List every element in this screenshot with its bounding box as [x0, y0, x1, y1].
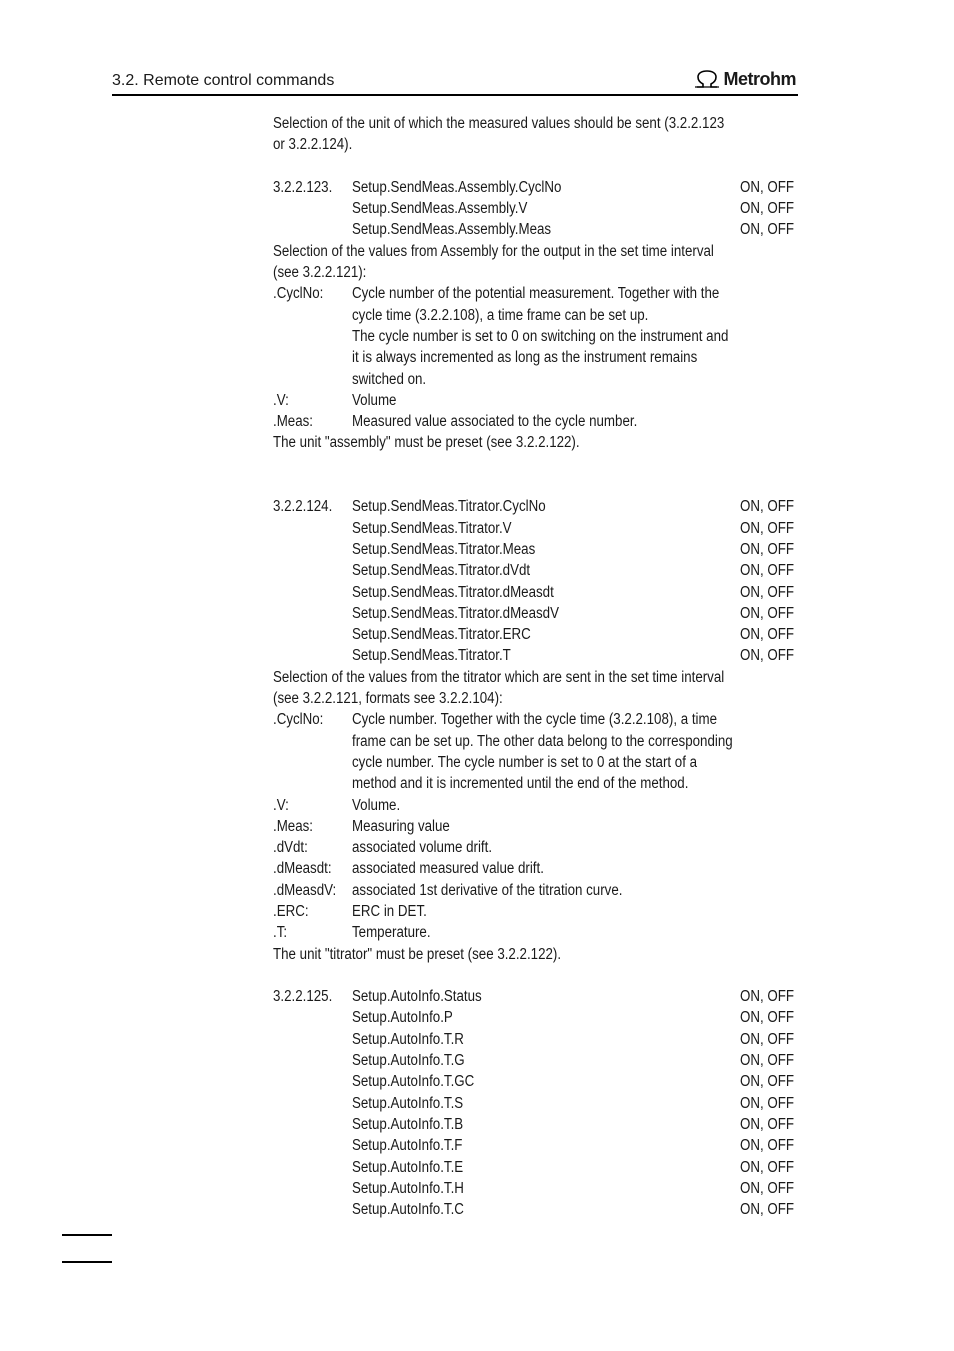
command-name: Setup.SendMeas.Titrator.T [352, 647, 511, 665]
section-number [273, 1029, 352, 1050]
definition-text [352, 795, 798, 816]
command-row [273, 1007, 798, 1028]
footer-rule-top [62, 1234, 112, 1236]
section-number [273, 1199, 352, 1220]
definition-line: ERC in DET. [352, 902, 427, 920]
section-number: 3.2.2.124. [273, 498, 333, 516]
command-values: ON, OFF [740, 1115, 795, 1133]
definition-line: cycle number. The cycle number is set to 0 at the start of a [352, 753, 698, 771]
definition-item [273, 901, 798, 922]
command-name: Setup.SendMeas.Assembly.Meas [352, 221, 552, 239]
section-number [273, 560, 352, 581]
command-name: Setup.AutoInfo.T.B [352, 1115, 464, 1133]
page-body [273, 113, 798, 1220]
definition-term: .T: [273, 924, 288, 942]
command-row [273, 198, 798, 219]
definition-text [352, 880, 798, 901]
command-values: ON, OFF [740, 1179, 795, 1197]
definition-line: associated 1st derivative of the titration curve. [352, 881, 623, 899]
command-row [273, 986, 798, 1007]
command-name: Setup.AutoInfo.T.H [352, 1179, 464, 1197]
command-name: Setup.AutoInfo.T.GC [352, 1073, 475, 1091]
intro-line-2: or 3.2.2.124). [273, 136, 353, 154]
definition-line: Cycle number. Together with the cycle time (3.2.2.108), a time [352, 711, 718, 729]
section-number: 3.2.2.123. [273, 178, 333, 196]
command-values: ON, OFF [740, 1073, 795, 1091]
definition-line: cycle time (3.2.2.108), a time frame can be set up. [352, 306, 649, 324]
definition-item [273, 411, 798, 432]
command-row [273, 1199, 798, 1220]
description-line: Selection of the values from the titrator which are sent in the set time interval [273, 668, 725, 686]
section-note: The unit "titrator" must be preset (see 3.2.2.122). [273, 945, 562, 963]
command-row [273, 603, 798, 624]
definition-text [352, 283, 798, 389]
intro-paragraph [273, 113, 798, 156]
command-name: Setup.SendMeas.Assembly.V [352, 200, 528, 218]
definition-line: associated measured value drift. [352, 860, 544, 878]
command-values: ON, OFF [740, 626, 795, 644]
footer-rule-bottom [62, 1261, 112, 1263]
definition-text [352, 901, 798, 922]
command-name: Setup.AutoInfo.T.F [352, 1137, 463, 1155]
command-row [273, 496, 798, 517]
definition-term: .V: [273, 391, 289, 409]
section-number [273, 1135, 352, 1156]
command-name: Setup.AutoInfo.T.S [352, 1094, 464, 1112]
command-row [273, 1157, 798, 1178]
logo-text: Metrohm [723, 68, 796, 89]
definition-term: .CyclNo: [273, 711, 324, 729]
command-row [273, 1050, 798, 1071]
definition-text [352, 390, 798, 411]
section-number [273, 1114, 352, 1135]
command-values: ON, OFF [740, 583, 795, 601]
command-values: ON, OFF [740, 1094, 795, 1112]
command-row [273, 624, 798, 645]
definition-term: .CyclNo: [273, 285, 324, 303]
metrohm-omega-icon [694, 69, 720, 89]
definition-term: .Meas: [273, 413, 314, 431]
definition-text [352, 816, 798, 837]
command-row [273, 177, 798, 198]
section-number [273, 1007, 352, 1028]
section-number [273, 1071, 352, 1092]
definition-item [273, 922, 798, 943]
definition-line: method and it is incremented until the end of the method. [352, 775, 689, 793]
command-row [273, 1093, 798, 1114]
definition-line: Measured value associated to the cycle number. [352, 413, 638, 431]
section-number [273, 582, 352, 603]
command-name: Setup.AutoInfo.T.C [352, 1201, 464, 1219]
metrohm-logo [694, 68, 797, 90]
command-values: ON, OFF [740, 221, 795, 239]
command-row [273, 1178, 798, 1199]
section-number [273, 198, 352, 219]
definition-item [273, 283, 798, 389]
command-name: Setup.SendMeas.Titrator.dMeasdt [352, 583, 554, 601]
command-name: Setup.SendMeas.Titrator.dVdt [352, 562, 531, 580]
command-values: ON, OFF [740, 178, 795, 196]
definition-text [352, 858, 798, 879]
definition-term: .dVdt: [273, 839, 308, 857]
command-name: Setup.AutoInfo.T.G [352, 1052, 465, 1070]
section-title: 3.2. Remote control commands [112, 72, 335, 89]
command-values: ON, OFF [740, 519, 795, 537]
definition-item [273, 390, 798, 411]
definition-item [273, 709, 798, 794]
definition-text [352, 837, 798, 858]
command-values: ON, OFF [740, 1137, 795, 1155]
definition-item [273, 858, 798, 879]
definition-line: Volume. [352, 796, 401, 814]
section-number [273, 518, 352, 539]
command-row [273, 1114, 798, 1135]
intro-line-1: Selection of the unit of which the measured values should be sent (3.2.2.123 [273, 115, 725, 132]
section-number [273, 219, 352, 240]
definition-term: .ERC: [273, 902, 309, 920]
command-name: Setup.AutoInfo.T.E [352, 1158, 464, 1176]
section-number [273, 1093, 352, 1114]
definition-line: The cycle number is set to 0 on switching on the instrument and [352, 327, 729, 345]
command-name: Setup.SendMeas.Titrator.ERC [352, 626, 531, 644]
definition-item [273, 880, 798, 901]
definition-line: switched on. [352, 370, 427, 388]
section-note: The unit "assembly" must be preset (see 3.2.2.122). [273, 434, 580, 452]
section-number [273, 539, 352, 560]
definition-line: frame can be set up. The other data belong to the corresponding [352, 732, 733, 750]
command-values: ON, OFF [740, 1030, 795, 1048]
command-name: Setup.AutoInfo.P [352, 1009, 453, 1027]
definition-term: .dMeasdV: [273, 881, 337, 899]
description-line: (see 3.2.2.121): [273, 264, 367, 282]
command-name: Setup.AutoInfo.T.R [352, 1030, 464, 1048]
command-values: ON, OFF [740, 540, 795, 558]
definition-line: Volume [352, 391, 397, 409]
command-values: ON, OFF [740, 988, 795, 1006]
section-number [273, 1050, 352, 1071]
command-name: Setup.SendMeas.Titrator.dMeasdV [352, 604, 559, 622]
definition-term: .Meas: [273, 817, 314, 835]
command-values: ON, OFF [740, 604, 795, 622]
command-name: Setup.SendMeas.Titrator.CyclNo [352, 498, 546, 516]
definition-item [273, 795, 798, 816]
command-values: ON, OFF [740, 1052, 795, 1070]
command-row [273, 1071, 798, 1092]
command-name: Setup.SendMeas.Titrator.Meas [352, 540, 536, 558]
section-3-2-2-125 [273, 986, 798, 1220]
section-number: 3.2.2.125. [273, 988, 333, 1006]
description-line: (see 3.2.2.121, formats see 3.2.2.104): [273, 690, 503, 708]
command-name: Setup.AutoInfo.Status [352, 988, 482, 1006]
definition-line: associated volume drift. [352, 839, 493, 857]
section-3-2-2-123 [273, 177, 798, 454]
command-row [273, 1135, 798, 1156]
command-row [273, 219, 798, 240]
command-row [273, 645, 798, 666]
description-line: Selection of the values from Assembly for the output in the set time interval [273, 242, 714, 260]
command-values: ON, OFF [740, 1158, 795, 1176]
definition-line: it is always incremented as long as the instrument remains [352, 349, 698, 367]
definition-line: Cycle number of the potential measurement. Together with the [352, 285, 720, 303]
section-number [273, 1178, 352, 1199]
definition-line: Temperature. [352, 924, 431, 942]
definition-item [273, 837, 798, 858]
page-header [112, 68, 798, 94]
definition-text [352, 709, 798, 794]
header-rule [112, 94, 798, 96]
command-values: ON, OFF [740, 1009, 795, 1027]
section-3-2-2-124 [273, 496, 798, 965]
command-name: Setup.SendMeas.Assembly.CyclNo [352, 178, 562, 196]
section-number [273, 603, 352, 624]
command-values: ON, OFF [740, 200, 795, 218]
command-values: ON, OFF [740, 498, 795, 516]
definition-item [273, 816, 798, 837]
definition-term: .dMeasdt: [273, 860, 332, 878]
section-number [273, 1157, 352, 1178]
definition-line: Measuring value [352, 817, 450, 835]
command-values: ON, OFF [740, 647, 795, 665]
command-row [273, 539, 798, 560]
definition-term: .V: [273, 796, 289, 814]
command-row [273, 582, 798, 603]
command-row [273, 518, 798, 539]
command-row [273, 1029, 798, 1050]
definition-text [352, 922, 798, 943]
section-number [273, 624, 352, 645]
definition-text [352, 411, 798, 432]
command-values: ON, OFF [740, 1201, 795, 1219]
command-name: Setup.SendMeas.Titrator.V [352, 519, 512, 537]
command-row [273, 560, 798, 581]
section-number [273, 645, 352, 666]
command-values: ON, OFF [740, 562, 795, 580]
